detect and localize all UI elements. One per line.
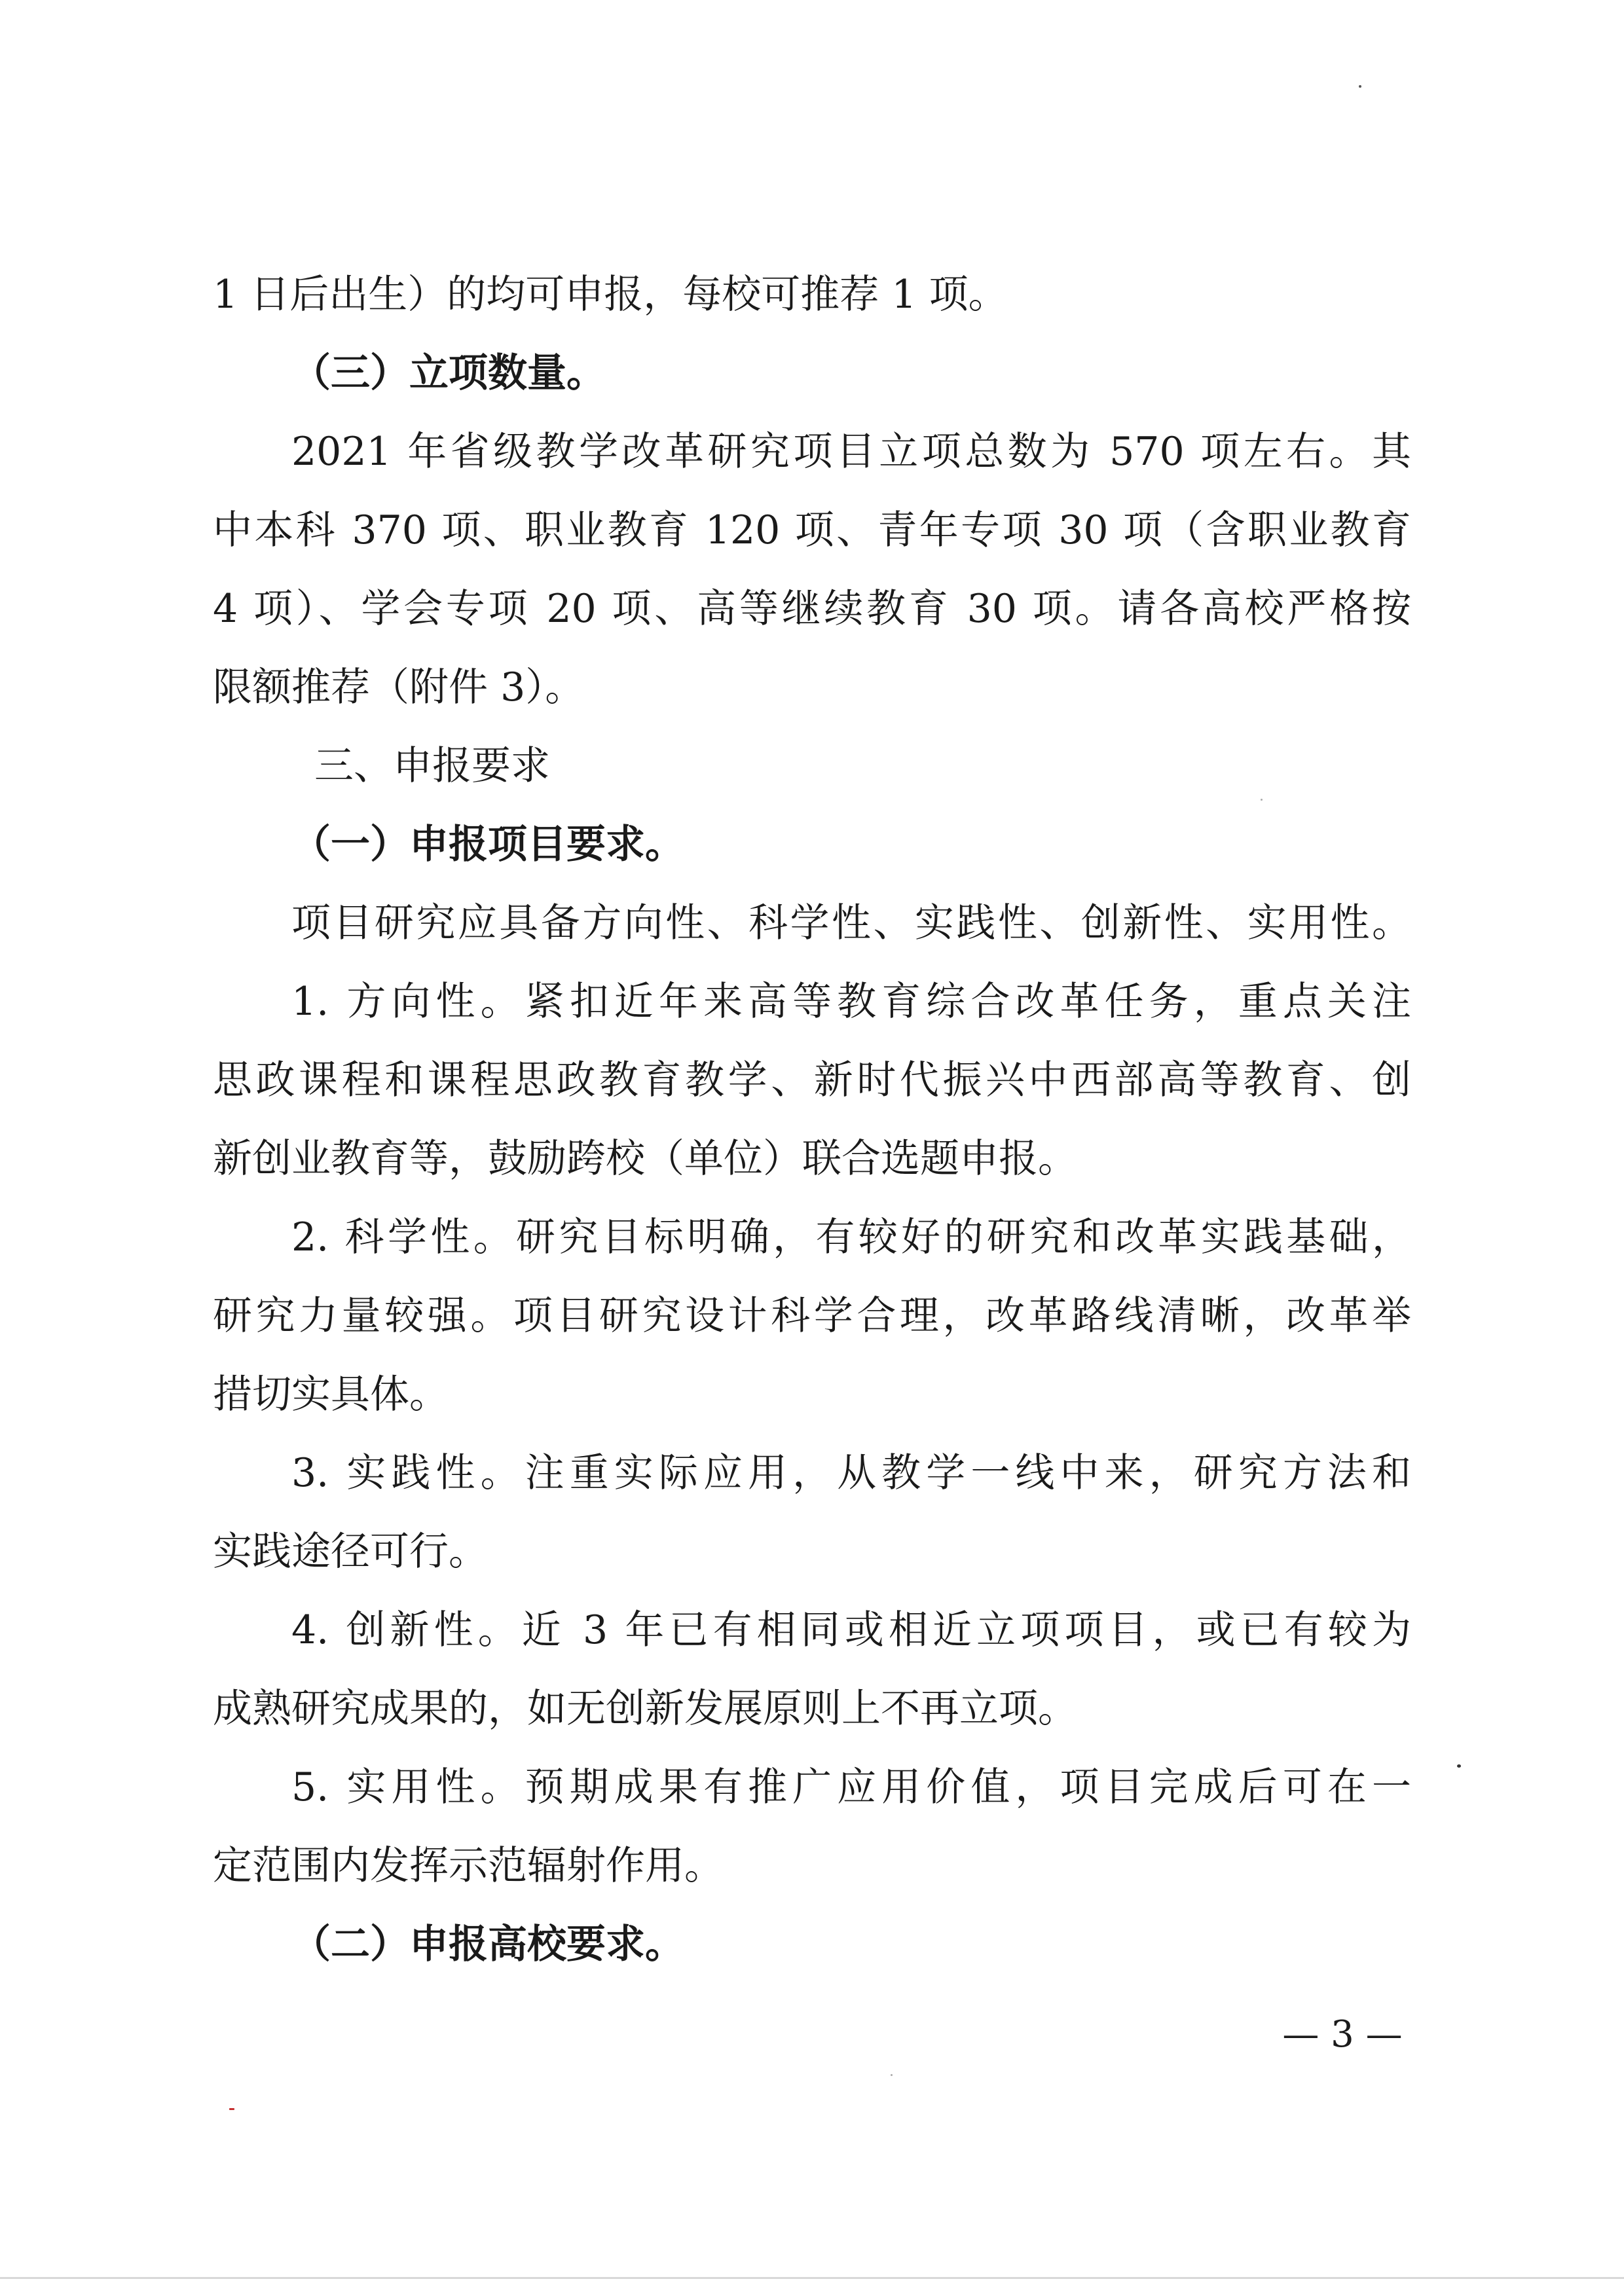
body-line: 4. 创新性。近 3 年已有相同或相近立项项目，或已有较为 <box>291 1607 1411 1653</box>
body-line: 实践途径可行。 <box>213 1529 488 1575</box>
section-heading: 三、申报要求 <box>314 743 550 789</box>
body-line: 成熟研究成果的，如无创新发展原则上不再立项。 <box>213 1686 1077 1732</box>
body-line: 5. 实用性。预期成果有推广应用价值，项目完成后可在一 <box>291 1764 1411 1810</box>
subsection-heading: （二）申报高校要求。 <box>291 1922 684 1967</box>
scan-speck <box>891 2074 893 2076</box>
scan-speck <box>1457 1764 1461 1768</box>
body-line: 定范围内发挥示范辐射作用。 <box>213 1843 724 1889</box>
body-line: 1 日后出生）的均可申报，每校可推荐 1 项。 <box>213 272 1008 318</box>
body-line: 2021 年省级教学改革研究项目立项总数为 570 项左右。其 <box>291 429 1411 475</box>
scan-bottom-edge <box>0 2277 1624 2279</box>
body-line: 4 项）、学会专项 20 项、高等继续教育 30 项。请各高校严格按 <box>213 586 1411 632</box>
body-line: 中本科 370 项、职业教育 120 项、青年专项 30 项（含职业教育 <box>213 507 1411 553</box>
body-line: 1. 方向性。紧扣近年来高等教育综合改革任务，重点关注 <box>291 979 1411 1025</box>
body-line: 项目研究应具备方向性、科学性、实践性、创新性、实用性。 <box>291 900 1411 946</box>
body-line: 思政课程和课程思政教育教学、新时代振兴中西部高等教育、创 <box>213 1057 1411 1103</box>
subsection-heading: （一）申报项目要求。 <box>291 822 684 867</box>
scan-speck <box>1261 799 1263 801</box>
body-line: 新创业教育等，鼓励跨校（单位）联合选题申报。 <box>213 1136 1077 1182</box>
scan-speck <box>229 2108 234 2110</box>
body-line: 研究力量较强。项目研究设计科学合理，改革路线清晰，改革举 <box>213 1293 1411 1339</box>
body-line: 限额推荐（附件 3）。 <box>213 665 585 710</box>
subsection-heading: （三）立项数量。 <box>291 350 606 396</box>
body-line: 措切实具体。 <box>213 1372 449 1417</box>
page-number: — 3 — <box>1282 2013 1403 2056</box>
scan-speck <box>1359 85 1361 88</box>
body-line: 2. 科学性。研究目标明确，有较好的研究和改革实践基础， <box>291 1214 1411 1260</box>
body-line: 3. 实践性。注重实际应用，从教学一线中来，研究方法和 <box>291 1450 1411 1496</box>
